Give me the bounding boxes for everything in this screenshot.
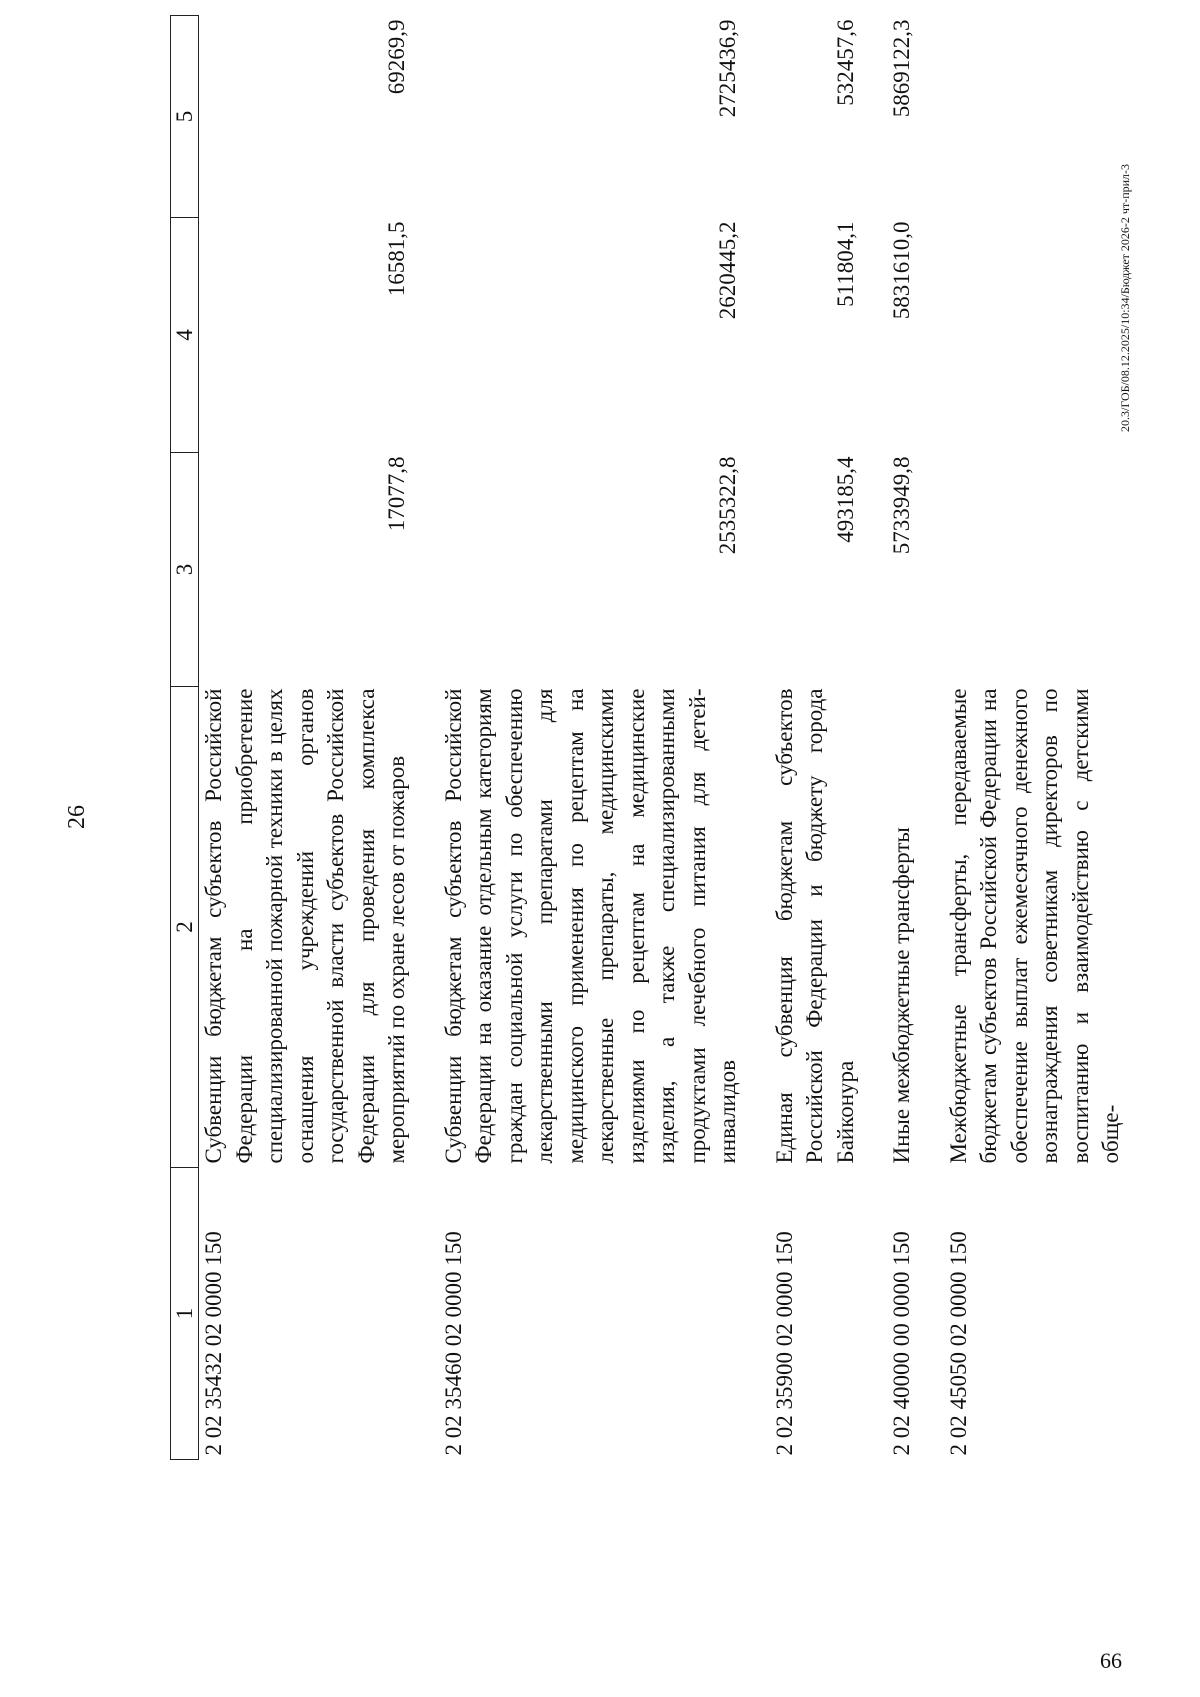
budget-code: 2 02 35432 02 0000 150: [201, 1231, 226, 1456]
row-spacer: [744, 16, 770, 1460]
value-col-3: [944, 453, 1127, 687]
value-col-3: 2535322,8: [715, 456, 740, 555]
value-col-4: 16581,5: [384, 221, 409, 297]
column-header-3: 3: [171, 453, 199, 687]
table-header-row: [171, 16, 199, 1460]
table-row: [770, 16, 862, 1460]
value-col-5: 5869122,3: [889, 19, 914, 118]
column-header-1: 1: [171, 1168, 199, 1460]
budget-table: [170, 15, 1127, 1460]
value-col-3: 5733949,8: [889, 456, 914, 555]
value-col-5: 69269,9: [384, 19, 409, 95]
value-col-5: 532457,6: [832, 19, 858, 106]
budget-item-name: Субвенции бюджетам субъектов Российской Федерации на оказание отдельным категориям граждан социальной услуги по обеспечению лекарственными препаратами для медицинского применения по рецептам на лекарственные препараты, медицинскими изделиями по рецептам на медицинские изделия, а также специализированными продуктами лечебного питания для детей-инвалидов: [440, 688, 740, 1164]
value-col-3: 17077,8: [384, 456, 409, 532]
budget-code: 2 02 40000 00 0000 150: [889, 1231, 914, 1456]
value-col-4: 511804,1: [832, 221, 858, 307]
value-col-4: 5831610,0: [889, 221, 914, 320]
budget-code: 2 02 35900 02 0000 150: [771, 1231, 797, 1456]
value-col-5: 2725436,9: [715, 19, 740, 118]
budget-item-name: Иные межбюджетные трансферты: [889, 827, 914, 1164]
budget-code: 2 02 45050 02 0000 150: [945, 1231, 971, 1456]
column-header-5: 5: [171, 16, 199, 218]
column-header-4: 4: [171, 218, 199, 453]
footer-document-tag: 20.3/ГОБ/08.12.2025/10:34/Бюджет 2026-2 чт-прил-3: [1118, 163, 1132, 432]
table-row: [887, 16, 918, 1460]
table-row: [199, 16, 413, 1460]
value-col-5: [944, 16, 1127, 218]
value-col-4: 2620445,2: [715, 221, 740, 320]
row-spacer: [918, 16, 944, 1460]
table-row: [439, 16, 744, 1460]
budget-item-name: Субвенции бюджетам субъектов Российской Федерации на приобретение специализированной пожарной техники в целях оснащения учреждений органов государственной власти субъектов Российской Федерации для проведения комплекса мероприятий по охране лесов от пожаров: [201, 688, 409, 1164]
value-col-4: [944, 218, 1127, 453]
table-row: [944, 16, 1127, 1460]
column-header-2: 2: [171, 687, 199, 1168]
row-spacer: [413, 16, 439, 1460]
budget-item-name: Единая субвенция бюджетам субъектов Российской Федерации и бюджету города Байконура: [771, 688, 858, 1164]
value-col-3: 493185,4: [832, 456, 858, 543]
page-number: 66: [1100, 1648, 1122, 1673]
budget-item-name: Межбюджетные трансферты, передаваемые бюджетам субъектов Российской Федерации на обеспечение выплат ежемесячного денежного вознаграждения советникам директоров по воспитанию и взаимодействию с детскими обще-: [945, 688, 1123, 1164]
row-spacer: [861, 16, 887, 1460]
budget-code: 2 02 35460 02 0000 150: [440, 1231, 466, 1456]
sheet-number: 26: [64, 805, 90, 829]
